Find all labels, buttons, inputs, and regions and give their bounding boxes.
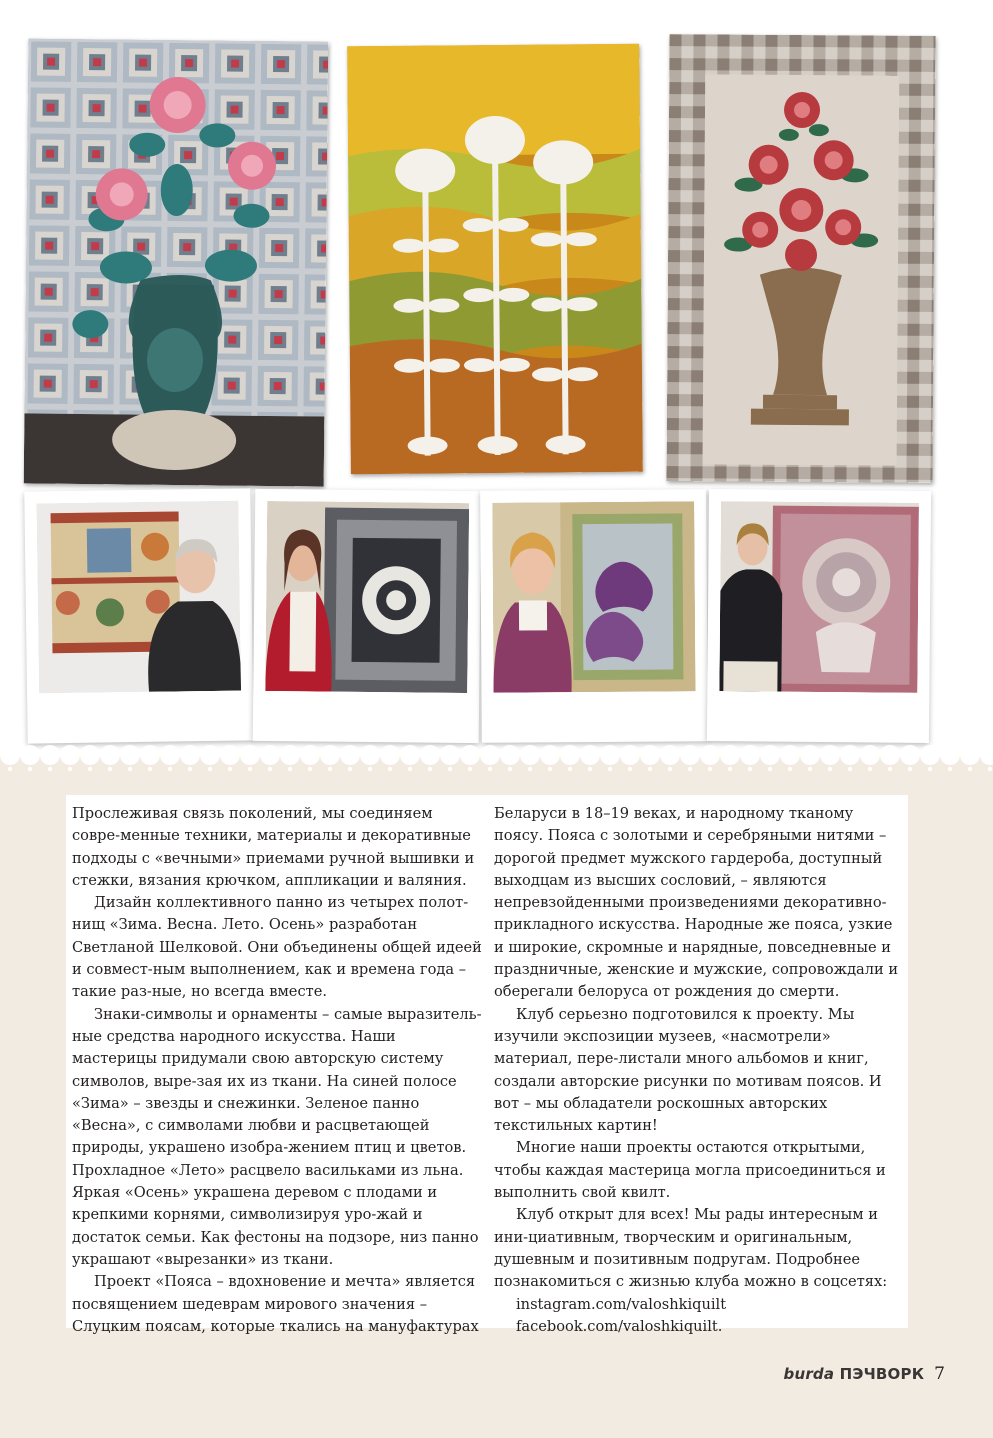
scallop bbox=[640, 745, 660, 765]
scallop-dot bbox=[968, 767, 972, 771]
quilt-grey-red-roses bbox=[666, 34, 935, 483]
scallop-dot bbox=[508, 767, 512, 771]
scallop-dot bbox=[8, 767, 12, 771]
scallop-dot bbox=[228, 767, 232, 771]
scallop bbox=[820, 745, 840, 765]
scallop-dot bbox=[148, 767, 152, 771]
scallop-dot bbox=[928, 767, 932, 771]
scallop-dot bbox=[668, 767, 672, 771]
scallop-dot bbox=[788, 767, 792, 771]
scallop bbox=[440, 745, 460, 765]
scallop bbox=[920, 745, 940, 765]
scallop-dot bbox=[528, 767, 532, 771]
scallop-dot bbox=[848, 767, 852, 771]
scallop bbox=[720, 745, 740, 765]
scallop-dot bbox=[728, 767, 732, 771]
scallop bbox=[0, 745, 20, 765]
scallop-dot bbox=[168, 767, 172, 771]
scallop bbox=[400, 745, 420, 765]
scallop bbox=[760, 745, 780, 765]
column-1-paragraph-2: Дизайн коллективного панно из четырех полот-нищ «Зима. Весна. Лето. Осень» разработан Светланой Шелковой. Они объединены общей идеей и совмест-ным выполнением, как и времена года – такие раз-ные, но всегда вместе. bbox=[72, 894, 482, 1001]
scallop-dot bbox=[908, 767, 912, 771]
scallop bbox=[700, 745, 720, 765]
scallop-dot bbox=[888, 767, 892, 771]
scallop-dot bbox=[68, 767, 72, 771]
scallop-dot bbox=[828, 767, 832, 771]
column-2-paragraph-3: Многие наши проекты остаются открытыми, чтобы каждая мастерица могла присоединиться и выполнить свой квилт. bbox=[494, 1139, 886, 1202]
photo-woman-with-purple-quilt bbox=[492, 501, 695, 692]
scallop-dot bbox=[468, 767, 472, 771]
scallop-dot bbox=[328, 767, 332, 771]
scallop bbox=[180, 745, 200, 765]
article-column-2 bbox=[494, 803, 906, 1338]
scallop bbox=[380, 745, 400, 765]
scallop bbox=[780, 745, 800, 765]
brand-burda: burda bbox=[783, 1365, 835, 1383]
scallop bbox=[960, 745, 980, 765]
scallop bbox=[280, 745, 300, 765]
scallop-dot bbox=[988, 767, 992, 771]
brand-patchwork: ПЭЧВОРК bbox=[839, 1365, 925, 1383]
scallop-dot bbox=[288, 767, 292, 771]
photo-card-1 bbox=[24, 488, 253, 743]
scalloped-edge-decoration bbox=[0, 743, 993, 783]
scallop-dot bbox=[868, 767, 872, 771]
scallop-dot bbox=[808, 767, 812, 771]
column-1-paragraph-1: Прослеживая связь поколений, мы соединяем совре-менные техники, материалы и декоративные подходы с «вечными» приемами ручной вышивки и стежки, вязания крючком, аппликации и валяния. bbox=[72, 805, 475, 889]
photo-card-3 bbox=[480, 489, 708, 743]
scallop-dot bbox=[208, 767, 212, 771]
quilt-golden-white-trees-image bbox=[347, 44, 643, 475]
scallop bbox=[260, 745, 280, 765]
quilt-grey-red-roses-image bbox=[666, 34, 935, 483]
scallop-dot bbox=[628, 767, 632, 771]
scallop-dot bbox=[408, 767, 412, 771]
scallop bbox=[480, 745, 500, 765]
scallop bbox=[900, 745, 920, 765]
article-text-box bbox=[66, 795, 908, 1335]
scallop-dot bbox=[28, 767, 32, 771]
instagram-link[interactable]: instagram.com/valoshkiquilt bbox=[516, 1295, 727, 1313]
scallop-dot bbox=[188, 767, 192, 771]
scallop bbox=[880, 745, 900, 765]
scallop bbox=[140, 745, 160, 765]
scallop-dot bbox=[548, 767, 552, 771]
facebook-link[interactable]: facebook.com/valoshkiquilt. bbox=[516, 1317, 723, 1335]
column-2-paragraph-4: Клуб открыт для всех! Мы рады интересным и ини-циативным, творческим и оригинальным, душевным и позитивным подругам. Подробнее познакомиться с жизнью клуба можно в соцсетях: bbox=[494, 1206, 888, 1291]
scallop-dot bbox=[708, 767, 712, 771]
scallop-dot bbox=[768, 767, 772, 771]
scallop-dot bbox=[248, 767, 252, 771]
scallop bbox=[660, 745, 680, 765]
scallop bbox=[860, 745, 880, 765]
scallop bbox=[940, 745, 960, 765]
scallop-dot bbox=[608, 767, 612, 771]
scallop bbox=[540, 745, 560, 765]
scallop-dot bbox=[128, 767, 132, 771]
photo-card-2 bbox=[253, 489, 482, 743]
page-number: 7 bbox=[934, 1364, 945, 1384]
scallop-dot bbox=[488, 767, 492, 771]
scallop bbox=[80, 745, 100, 765]
scallop bbox=[500, 745, 520, 765]
page-footer bbox=[784, 1364, 945, 1390]
scallop-dot bbox=[108, 767, 112, 771]
column-1-paragraph-3: Знаки-символы и орнаменты – самые выразитель-ные средства народного искусства. Наши мастерицы придумали свою авторскую систему символов, выре-зая их из ткани. На синей полосе «Зима» – звезды и снежинки. Зеленое панно «Весна», с символами любви и расцветающей природы, украшено изобра-жением птиц и цветов. Прохладное «Лето» расцвело васильками из льна. Яркая «Осень» украшена деревом с плодами и крепкими корнями, символизируя уро-жай и достаток семьи. Как фестоны на подзоре, низ панно украшают «вырезанки» из ткани. bbox=[72, 1005, 482, 1268]
magazine-brand bbox=[784, 1365, 925, 1383]
scallop bbox=[100, 745, 120, 765]
scallop bbox=[220, 745, 240, 765]
scallop-dot bbox=[348, 767, 352, 771]
scallop bbox=[680, 745, 700, 765]
scallop bbox=[580, 745, 600, 765]
scallop bbox=[520, 745, 540, 765]
scallop bbox=[40, 745, 60, 765]
scallop bbox=[600, 745, 620, 765]
photo-card-4 bbox=[707, 489, 931, 743]
scallop-dot bbox=[268, 767, 272, 771]
scallop-dot bbox=[448, 767, 452, 771]
scallop bbox=[300, 745, 320, 765]
scallop bbox=[340, 745, 360, 765]
scallop-dot bbox=[748, 767, 752, 771]
scallop bbox=[160, 745, 180, 765]
photo-woman-with-grey-quilt bbox=[265, 501, 469, 693]
scallop bbox=[800, 745, 820, 765]
scallop-dot bbox=[308, 767, 312, 771]
scallop-dot bbox=[568, 767, 572, 771]
scallop-dot bbox=[88, 767, 92, 771]
scallop bbox=[200, 745, 220, 765]
scallop bbox=[420, 745, 440, 765]
scallop-dot bbox=[428, 767, 432, 771]
quilt-golden-white-trees bbox=[347, 44, 643, 475]
photo-woman-with-purple-quilt-image bbox=[492, 501, 695, 692]
scallop-dot bbox=[388, 767, 392, 771]
scallop-dot bbox=[588, 767, 592, 771]
scallop bbox=[620, 745, 640, 765]
photo-woman-with-floral-quilt bbox=[36, 501, 241, 694]
scallop bbox=[120, 745, 140, 765]
photo-woman-with-mandala-quilt bbox=[719, 501, 919, 693]
photo-woman-with-mandala-quilt-image bbox=[719, 501, 919, 693]
scallop bbox=[240, 745, 260, 765]
scallop bbox=[60, 745, 80, 765]
scallop-dot bbox=[688, 767, 692, 771]
scallop bbox=[460, 745, 480, 765]
scallop bbox=[840, 745, 860, 765]
column-2-paragraph-2: Клуб серьезно подготовился к проекту. Мы изучили экспозиции музеев, «насмотрели» материал, пере-листали много альбомов и книг, создали авторские рисунки по мотивам поясов. И вот – мы обладатели роскошных авторских текстильных картин! bbox=[494, 1005, 882, 1135]
quilt-vase-pink-flowers bbox=[24, 38, 329, 486]
scallop bbox=[320, 745, 340, 765]
scallop-dot bbox=[368, 767, 372, 771]
scallop-dot bbox=[648, 767, 652, 771]
photo-woman-with-floral-quilt-image bbox=[36, 501, 241, 694]
quilt-vase-pink-flowers-image bbox=[24, 38, 329, 486]
scallop-dot bbox=[948, 767, 952, 771]
scallop bbox=[360, 745, 380, 765]
article-column-1 bbox=[72, 803, 482, 1338]
scallop bbox=[20, 745, 40, 765]
column-2-paragraph-1: Беларуси в 18–19 веках, и народному тканому поясу. Пояса с золотыми и серебряными нитями – дорогой предмет мужского гардероба, доступный выходцам из высших сословий, – являются непревзойденными произведениями декоративно-прикладного искусства. Народные же пояса, узкие и широкие, скромные и нарядные, повседневные и праздничные, женские и мужские, сопровождали и оберегали белоруса от рождения до смерти. bbox=[494, 805, 899, 1001]
photo-woman-with-grey-quilt-image bbox=[265, 501, 469, 693]
scallop bbox=[560, 745, 580, 765]
column-1-paragraph-4: Проект «Пояса – вдохновение и мечта» является посвящением шедеврам мирового значения – Слуцким поясам, которые ткались на мануфактурах bbox=[72, 1273, 479, 1335]
scallop-dot bbox=[48, 767, 52, 771]
scallop bbox=[740, 745, 760, 765]
